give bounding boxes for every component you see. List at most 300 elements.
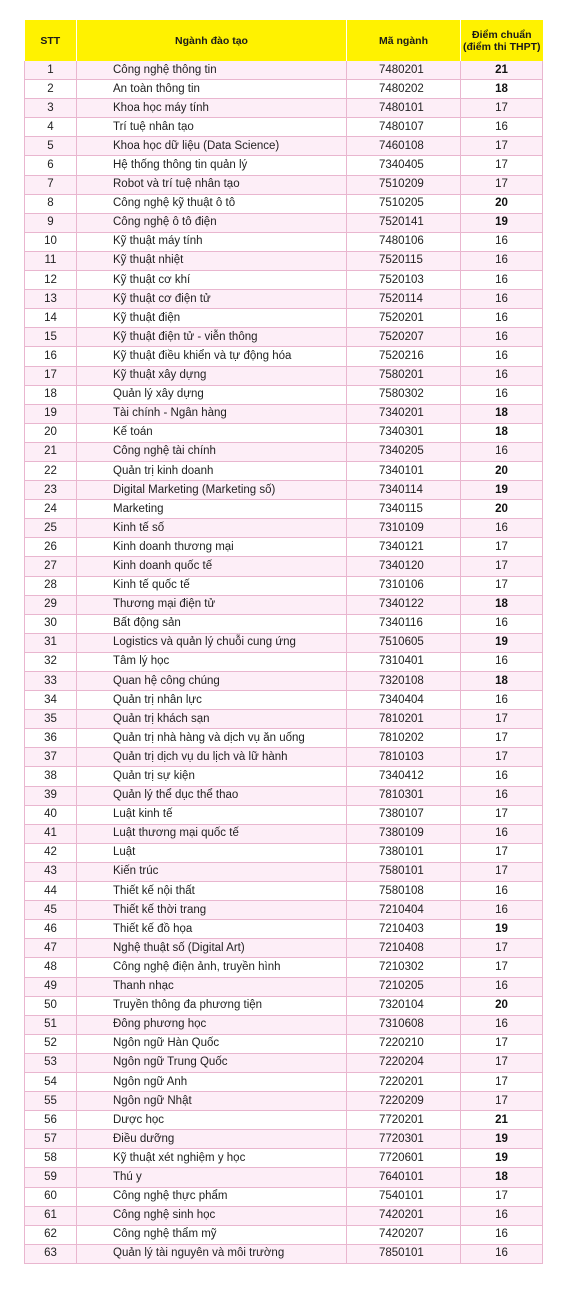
row-stt-cell: 10 bbox=[25, 232, 77, 251]
row-program-name-cell: Thú y bbox=[77, 1168, 347, 1187]
row-stt-cell: 3 bbox=[25, 99, 77, 118]
table-row bbox=[25, 404, 543, 423]
row-stt-cell: 60 bbox=[25, 1187, 77, 1206]
row-program-code-cell: 7340116 bbox=[347, 614, 461, 633]
row-program-code-cell: 7340301 bbox=[347, 423, 461, 442]
row-program-name-cell: Nghệ thuật số (Digital Art) bbox=[77, 939, 347, 958]
row-cutoff-score-cell: 17 bbox=[461, 175, 543, 194]
row-program-name-cell: Công nghệ kỹ thuật ô tô bbox=[77, 194, 347, 213]
row-stt-cell: 31 bbox=[25, 633, 77, 652]
table-row bbox=[25, 461, 543, 480]
row-stt-cell: 34 bbox=[25, 691, 77, 710]
table-row bbox=[25, 156, 543, 175]
row-stt-cell: 33 bbox=[25, 672, 77, 691]
row-stt-cell: 9 bbox=[25, 213, 77, 232]
table-row bbox=[25, 519, 543, 538]
row-stt-cell: 35 bbox=[25, 710, 77, 729]
row-program-name-cell: Kinh doanh thương mại bbox=[77, 538, 347, 557]
row-program-name-cell: Marketing bbox=[77, 500, 347, 519]
row-program-code-cell: 7810103 bbox=[347, 748, 461, 767]
table-row bbox=[25, 691, 543, 710]
table-row bbox=[25, 347, 543, 366]
row-stt-cell: 62 bbox=[25, 1225, 77, 1244]
row-stt-cell: 58 bbox=[25, 1149, 77, 1168]
row-program-code-cell: 7320108 bbox=[347, 672, 461, 691]
row-cutoff-score-cell: 16 bbox=[461, 901, 543, 920]
row-cutoff-score-cell: 19 bbox=[461, 1149, 543, 1168]
row-program-name-cell: Thương mại điện tử bbox=[77, 595, 347, 614]
table-row bbox=[25, 595, 543, 614]
row-cutoff-score-cell: 16 bbox=[461, 366, 543, 385]
row-program-code-cell: 7520103 bbox=[347, 271, 461, 290]
row-cutoff-score-cell: 16 bbox=[461, 347, 543, 366]
row-stt-cell: 40 bbox=[25, 805, 77, 824]
row-program-name-cell: Dược học bbox=[77, 1111, 347, 1130]
row-cutoff-score-cell: 17 bbox=[461, 137, 543, 156]
table-row bbox=[25, 118, 543, 137]
row-cutoff-score-cell: 16 bbox=[461, 309, 543, 328]
header-cutoff-score-line2: (điểm thi THPT) bbox=[462, 40, 541, 53]
row-cutoff-score-cell: 17 bbox=[461, 1187, 543, 1206]
row-cutoff-score-cell: 16 bbox=[461, 824, 543, 843]
row-program-code-cell: 7520207 bbox=[347, 328, 461, 347]
row-stt-cell: 18 bbox=[25, 385, 77, 404]
table-row bbox=[25, 729, 543, 748]
row-program-code-cell: 7380109 bbox=[347, 824, 461, 843]
table-row bbox=[25, 1149, 543, 1168]
row-program-name-cell: Đông phương học bbox=[77, 1015, 347, 1034]
table-row bbox=[25, 1092, 543, 1111]
row-program-name-cell: Quan hệ công chúng bbox=[77, 672, 347, 691]
row-program-name-cell: Kỹ thuật điện tử - viễn thông bbox=[77, 328, 347, 347]
row-cutoff-score-cell: 16 bbox=[461, 1225, 543, 1244]
row-stt-cell: 46 bbox=[25, 920, 77, 939]
row-program-code-cell: 7810202 bbox=[347, 729, 461, 748]
row-program-name-cell: Trí tuệ nhân tạo bbox=[77, 118, 347, 137]
row-stt-cell: 61 bbox=[25, 1206, 77, 1225]
row-cutoff-score-cell: 19 bbox=[461, 633, 543, 652]
row-cutoff-score-cell: 21 bbox=[461, 1111, 543, 1130]
row-cutoff-score-cell: 18 bbox=[461, 1168, 543, 1187]
row-cutoff-score-cell: 17 bbox=[461, 1053, 543, 1072]
row-program-code-cell: 7220210 bbox=[347, 1034, 461, 1053]
row-program-name-cell: Công nghệ tài chính bbox=[77, 442, 347, 461]
table-row bbox=[25, 977, 543, 996]
row-program-name-cell: Luật bbox=[77, 843, 347, 862]
row-program-code-cell: 7340405 bbox=[347, 156, 461, 175]
header-program-code: Mã ngành bbox=[347, 20, 461, 61]
row-cutoff-score-cell: 18 bbox=[461, 404, 543, 423]
row-cutoff-score-cell: 17 bbox=[461, 1034, 543, 1053]
row-program-name-cell: Công nghệ thẩm mỹ bbox=[77, 1225, 347, 1244]
table-row bbox=[25, 1187, 543, 1206]
row-stt-cell: 48 bbox=[25, 958, 77, 977]
row-program-name-cell: Kỹ thuật xây dựng bbox=[77, 366, 347, 385]
table-header bbox=[25, 20, 543, 61]
table-row bbox=[25, 824, 543, 843]
row-program-name-cell: Kỹ thuật cơ điện tử bbox=[77, 290, 347, 309]
row-stt-cell: 12 bbox=[25, 271, 77, 290]
row-cutoff-score-cell: 17 bbox=[461, 862, 543, 881]
row-program-code-cell: 7340120 bbox=[347, 557, 461, 576]
row-program-name-cell: Quản trị sự kiện bbox=[77, 767, 347, 786]
row-cutoff-score-cell: 16 bbox=[461, 328, 543, 347]
row-stt-cell: 6 bbox=[25, 156, 77, 175]
table-row bbox=[25, 1111, 543, 1130]
row-program-code-cell: 7520201 bbox=[347, 309, 461, 328]
row-program-code-cell: 7320104 bbox=[347, 996, 461, 1015]
row-program-name-cell: Luật kinh tế bbox=[77, 805, 347, 824]
row-program-name-cell: Ngôn ngữ Hàn Quốc bbox=[77, 1034, 347, 1053]
row-stt-cell: 4 bbox=[25, 118, 77, 137]
row-cutoff-score-cell: 16 bbox=[461, 1015, 543, 1034]
row-program-name-cell: Truyền thông đa phương tiện bbox=[77, 996, 347, 1015]
row-stt-cell: 24 bbox=[25, 500, 77, 519]
table-row bbox=[25, 1225, 543, 1244]
row-program-name-cell: Công nghệ thông tin bbox=[77, 61, 347, 80]
row-cutoff-score-cell: 16 bbox=[461, 442, 543, 461]
row-stt-cell: 22 bbox=[25, 461, 77, 480]
table-row bbox=[25, 1015, 543, 1034]
table-row bbox=[25, 614, 543, 633]
row-program-name-cell: Quản trị nhân lực bbox=[77, 691, 347, 710]
row-stt-cell: 13 bbox=[25, 290, 77, 309]
row-program-name-cell: Kỹ thuật điện bbox=[77, 309, 347, 328]
row-program-name-cell: Kinh doanh quốc tế bbox=[77, 557, 347, 576]
row-program-name-cell: Tài chính - Ngân hàng bbox=[77, 404, 347, 423]
row-cutoff-score-cell: 19 bbox=[461, 920, 543, 939]
row-program-name-cell: Khoa học máy tính bbox=[77, 99, 347, 118]
table-row bbox=[25, 232, 543, 251]
row-program-code-cell: 7420207 bbox=[347, 1225, 461, 1244]
row-program-code-cell: 7510605 bbox=[347, 633, 461, 652]
row-program-code-cell: 7480201 bbox=[347, 61, 461, 80]
row-program-code-cell: 7220204 bbox=[347, 1053, 461, 1072]
row-cutoff-score-cell: 16 bbox=[461, 385, 543, 404]
table-row bbox=[25, 175, 543, 194]
row-stt-cell: 57 bbox=[25, 1130, 77, 1149]
row-cutoff-score-cell: 17 bbox=[461, 729, 543, 748]
row-program-name-cell: Khoa học dữ liệu (Data Science) bbox=[77, 137, 347, 156]
row-stt-cell: 52 bbox=[25, 1034, 77, 1053]
row-cutoff-score-cell: 18 bbox=[461, 595, 543, 614]
table-row bbox=[25, 385, 543, 404]
row-program-code-cell: 7640101 bbox=[347, 1168, 461, 1187]
row-program-code-cell: 7480107 bbox=[347, 118, 461, 137]
row-program-code-cell: 7340122 bbox=[347, 595, 461, 614]
row-stt-cell: 1 bbox=[25, 61, 77, 80]
table-row bbox=[25, 939, 543, 958]
row-stt-cell: 37 bbox=[25, 748, 77, 767]
row-program-code-cell: 7520216 bbox=[347, 347, 461, 366]
row-cutoff-score-cell: 16 bbox=[461, 290, 543, 309]
table-row bbox=[25, 672, 543, 691]
row-cutoff-score-cell: 17 bbox=[461, 99, 543, 118]
row-program-name-cell: Công nghệ ô tô điện bbox=[77, 213, 347, 232]
table-row bbox=[25, 748, 543, 767]
row-program-name-cell: Kế toán bbox=[77, 423, 347, 442]
row-stt-cell: 42 bbox=[25, 843, 77, 862]
table-row bbox=[25, 442, 543, 461]
row-stt-cell: 53 bbox=[25, 1053, 77, 1072]
row-stt-cell: 26 bbox=[25, 538, 77, 557]
table-row bbox=[25, 557, 543, 576]
row-program-name-cell: Điều dưỡng bbox=[77, 1130, 347, 1149]
row-cutoff-score-cell: 17 bbox=[461, 843, 543, 862]
row-stt-cell: 25 bbox=[25, 519, 77, 538]
row-stt-cell: 14 bbox=[25, 309, 77, 328]
table-row bbox=[25, 137, 543, 156]
table-row bbox=[25, 61, 543, 80]
header-stt: STT bbox=[25, 20, 77, 61]
row-program-name-cell: Thanh nhạc bbox=[77, 977, 347, 996]
row-program-code-cell: 7580201 bbox=[347, 366, 461, 385]
row-program-name-cell: Tâm lý học bbox=[77, 652, 347, 671]
row-program-code-cell: 7810301 bbox=[347, 786, 461, 805]
row-program-code-cell: 7580108 bbox=[347, 882, 461, 901]
row-program-code-cell: 7810201 bbox=[347, 710, 461, 729]
row-stt-cell: 45 bbox=[25, 901, 77, 920]
row-program-name-cell: Robot và trí tuệ nhân tạo bbox=[77, 175, 347, 194]
row-program-code-cell: 7340114 bbox=[347, 481, 461, 500]
row-stt-cell: 28 bbox=[25, 576, 77, 595]
row-program-code-cell: 7340121 bbox=[347, 538, 461, 557]
row-cutoff-score-cell: 20 bbox=[461, 500, 543, 519]
row-program-code-cell: 7340201 bbox=[347, 404, 461, 423]
row-program-name-cell: Kiến trúc bbox=[77, 862, 347, 881]
table-row bbox=[25, 1206, 543, 1225]
row-program-name-cell: Ngôn ngữ Nhật bbox=[77, 1092, 347, 1111]
row-stt-cell: 55 bbox=[25, 1092, 77, 1111]
row-program-code-cell: 7480202 bbox=[347, 80, 461, 99]
row-stt-cell: 19 bbox=[25, 404, 77, 423]
table-row bbox=[25, 1053, 543, 1072]
row-program-code-cell: 7380107 bbox=[347, 805, 461, 824]
row-cutoff-score-cell: 19 bbox=[461, 1130, 543, 1149]
row-program-name-cell: Thiết kế đồ họa bbox=[77, 920, 347, 939]
row-stt-cell: 2 bbox=[25, 80, 77, 99]
row-stt-cell: 54 bbox=[25, 1072, 77, 1091]
row-stt-cell: 51 bbox=[25, 1015, 77, 1034]
row-stt-cell: 27 bbox=[25, 557, 77, 576]
row-cutoff-score-cell: 16 bbox=[461, 251, 543, 270]
row-stt-cell: 16 bbox=[25, 347, 77, 366]
row-program-name-cell: Kỹ thuật cơ khí bbox=[77, 271, 347, 290]
row-stt-cell: 30 bbox=[25, 614, 77, 633]
row-stt-cell: 49 bbox=[25, 977, 77, 996]
row-stt-cell: 39 bbox=[25, 786, 77, 805]
row-program-code-cell: 7580101 bbox=[347, 862, 461, 881]
row-cutoff-score-cell: 17 bbox=[461, 538, 543, 557]
row-program-code-cell: 7340404 bbox=[347, 691, 461, 710]
table-row bbox=[25, 1034, 543, 1053]
row-cutoff-score-cell: 19 bbox=[461, 213, 543, 232]
row-program-code-cell: 7720201 bbox=[347, 1111, 461, 1130]
row-cutoff-score-cell: 16 bbox=[461, 652, 543, 671]
row-stt-cell: 17 bbox=[25, 366, 77, 385]
row-program-code-cell: 7340115 bbox=[347, 500, 461, 519]
row-cutoff-score-cell: 17 bbox=[461, 576, 543, 595]
row-cutoff-score-cell: 18 bbox=[461, 80, 543, 99]
row-cutoff-score-cell: 16 bbox=[461, 1206, 543, 1225]
row-program-name-cell: Luật thương mại quốc tế bbox=[77, 824, 347, 843]
row-stt-cell: 44 bbox=[25, 882, 77, 901]
table-row bbox=[25, 882, 543, 901]
row-stt-cell: 43 bbox=[25, 862, 77, 881]
row-cutoff-score-cell: 16 bbox=[461, 232, 543, 251]
row-cutoff-score-cell: 17 bbox=[461, 557, 543, 576]
row-program-name-cell: Kỹ thuật nhiệt bbox=[77, 251, 347, 270]
row-cutoff-score-cell: 17 bbox=[461, 748, 543, 767]
row-program-code-cell: 7310109 bbox=[347, 519, 461, 538]
row-program-code-cell: 7310608 bbox=[347, 1015, 461, 1034]
table-row bbox=[25, 538, 543, 557]
row-program-name-cell: Bất động sản bbox=[77, 614, 347, 633]
table-row bbox=[25, 194, 543, 213]
row-stt-cell: 38 bbox=[25, 767, 77, 786]
table-row bbox=[25, 481, 543, 500]
row-cutoff-score-cell: 17 bbox=[461, 1092, 543, 1111]
row-cutoff-score-cell: 16 bbox=[461, 882, 543, 901]
row-program-name-cell: Quản lý tài nguyên và môi trường bbox=[77, 1244, 347, 1263]
row-cutoff-score-cell: 18 bbox=[461, 672, 543, 691]
row-program-name-cell: Logistics và quản lý chuỗi cung ứng bbox=[77, 633, 347, 652]
row-program-code-cell: 7540101 bbox=[347, 1187, 461, 1206]
row-cutoff-score-cell: 17 bbox=[461, 710, 543, 729]
row-stt-cell: 7 bbox=[25, 175, 77, 194]
row-stt-cell: 15 bbox=[25, 328, 77, 347]
row-program-code-cell: 7580302 bbox=[347, 385, 461, 404]
row-program-name-cell: Kinh tế quốc tế bbox=[77, 576, 347, 595]
row-cutoff-score-cell: 16 bbox=[461, 1244, 543, 1263]
row-program-name-cell: Ngôn ngữ Trung Quốc bbox=[77, 1053, 347, 1072]
table-row bbox=[25, 996, 543, 1015]
row-stt-cell: 36 bbox=[25, 729, 77, 748]
row-program-name-cell: Kỹ thuật máy tính bbox=[77, 232, 347, 251]
row-program-name-cell: Kỹ thuật điều khiển và tự động hóa bbox=[77, 347, 347, 366]
header-cutoff-score bbox=[461, 20, 543, 61]
row-program-code-cell: 7380101 bbox=[347, 843, 461, 862]
row-program-code-cell: 7520141 bbox=[347, 213, 461, 232]
admission-scores-table bbox=[24, 20, 543, 1264]
table-row bbox=[25, 366, 543, 385]
row-stt-cell: 41 bbox=[25, 824, 77, 843]
row-program-name-cell: Kỹ thuật xét nghiệm y học bbox=[77, 1149, 347, 1168]
row-cutoff-score-cell: 17 bbox=[461, 156, 543, 175]
row-cutoff-score-cell: 16 bbox=[461, 614, 543, 633]
row-stt-cell: 8 bbox=[25, 194, 77, 213]
row-program-code-cell: 7510205 bbox=[347, 194, 461, 213]
table-row bbox=[25, 652, 543, 671]
row-program-name-cell: Ngôn ngữ Anh bbox=[77, 1072, 347, 1091]
row-stt-cell: 50 bbox=[25, 996, 77, 1015]
row-stt-cell: 20 bbox=[25, 423, 77, 442]
table-row bbox=[25, 1130, 543, 1149]
header-cutoff-score-line1: Điểm chuẩn bbox=[471, 28, 532, 41]
row-program-name-cell: Công nghệ điện ảnh, truyền hình bbox=[77, 958, 347, 977]
row-cutoff-score-cell: 16 bbox=[461, 786, 543, 805]
row-cutoff-score-cell: 16 bbox=[461, 977, 543, 996]
table-row bbox=[25, 862, 543, 881]
row-cutoff-score-cell: 16 bbox=[461, 767, 543, 786]
row-cutoff-score-cell: 17 bbox=[461, 805, 543, 824]
table-row bbox=[25, 423, 543, 442]
row-program-code-cell: 7220209 bbox=[347, 1092, 461, 1111]
row-program-code-cell: 7720601 bbox=[347, 1149, 461, 1168]
row-stt-cell: 47 bbox=[25, 939, 77, 958]
row-cutoff-score-cell: 21 bbox=[461, 61, 543, 80]
row-program-code-cell: 7480101 bbox=[347, 99, 461, 118]
row-program-name-cell: Quản trị kinh doanh bbox=[77, 461, 347, 480]
table-row bbox=[25, 576, 543, 595]
row-stt-cell: 59 bbox=[25, 1168, 77, 1187]
admission-scores-sheet bbox=[24, 20, 542, 1264]
row-stt-cell: 11 bbox=[25, 251, 77, 270]
row-program-name-cell: Quản trị dịch vụ du lịch và lữ hành bbox=[77, 748, 347, 767]
table-row bbox=[25, 901, 543, 920]
row-program-code-cell: 7460108 bbox=[347, 137, 461, 156]
row-program-name-cell: Digital Marketing (Marketing số) bbox=[77, 481, 347, 500]
row-program-name-cell: Công nghệ sinh học bbox=[77, 1206, 347, 1225]
row-program-code-cell: 7850101 bbox=[347, 1244, 461, 1263]
row-cutoff-score-cell: 20 bbox=[461, 194, 543, 213]
row-cutoff-score-cell: 17 bbox=[461, 939, 543, 958]
header-row bbox=[25, 20, 543, 61]
row-program-name-cell: Công nghệ thực phẩm bbox=[77, 1187, 347, 1206]
row-stt-cell: 5 bbox=[25, 137, 77, 156]
row-program-code-cell: 7210408 bbox=[347, 939, 461, 958]
table-row bbox=[25, 805, 543, 824]
table-row bbox=[25, 80, 543, 99]
row-program-code-cell: 7480106 bbox=[347, 232, 461, 251]
row-program-name-cell: An toàn thông tin bbox=[77, 80, 347, 99]
table-row bbox=[25, 1072, 543, 1091]
row-cutoff-score-cell: 20 bbox=[461, 996, 543, 1015]
row-program-name-cell: Quản lý thể dục thể thao bbox=[77, 786, 347, 805]
table-row bbox=[25, 710, 543, 729]
row-cutoff-score-cell: 18 bbox=[461, 423, 543, 442]
table-row bbox=[25, 500, 543, 519]
row-cutoff-score-cell: 16 bbox=[461, 271, 543, 290]
row-stt-cell: 21 bbox=[25, 442, 77, 461]
row-program-name-cell: Thiết kế thời trang bbox=[77, 901, 347, 920]
row-cutoff-score-cell: 17 bbox=[461, 1072, 543, 1091]
row-program-code-cell: 7310401 bbox=[347, 652, 461, 671]
row-program-code-cell: 7340412 bbox=[347, 767, 461, 786]
table-row bbox=[25, 958, 543, 977]
row-stt-cell: 23 bbox=[25, 481, 77, 500]
row-program-code-cell: 7210205 bbox=[347, 977, 461, 996]
row-program-name-cell: Hệ thống thông tin quản lý bbox=[77, 156, 347, 175]
row-program-name-cell: Thiết kế nội thất bbox=[77, 882, 347, 901]
row-program-code-cell: 7220201 bbox=[347, 1072, 461, 1091]
table-row bbox=[25, 786, 543, 805]
row-program-code-cell: 7520115 bbox=[347, 251, 461, 270]
row-cutoff-score-cell: 17 bbox=[461, 958, 543, 977]
row-cutoff-score-cell: 19 bbox=[461, 481, 543, 500]
row-cutoff-score-cell: 16 bbox=[461, 118, 543, 137]
row-program-name-cell: Quản trị khách sạn bbox=[77, 710, 347, 729]
row-cutoff-score-cell: 20 bbox=[461, 461, 543, 480]
row-program-code-cell: 7210302 bbox=[347, 958, 461, 977]
table-row bbox=[25, 843, 543, 862]
row-stt-cell: 63 bbox=[25, 1244, 77, 1263]
row-stt-cell: 29 bbox=[25, 595, 77, 614]
table-row bbox=[25, 271, 543, 290]
table-row bbox=[25, 213, 543, 232]
row-program-code-cell: 7310106 bbox=[347, 576, 461, 595]
row-program-code-cell: 7210403 bbox=[347, 920, 461, 939]
